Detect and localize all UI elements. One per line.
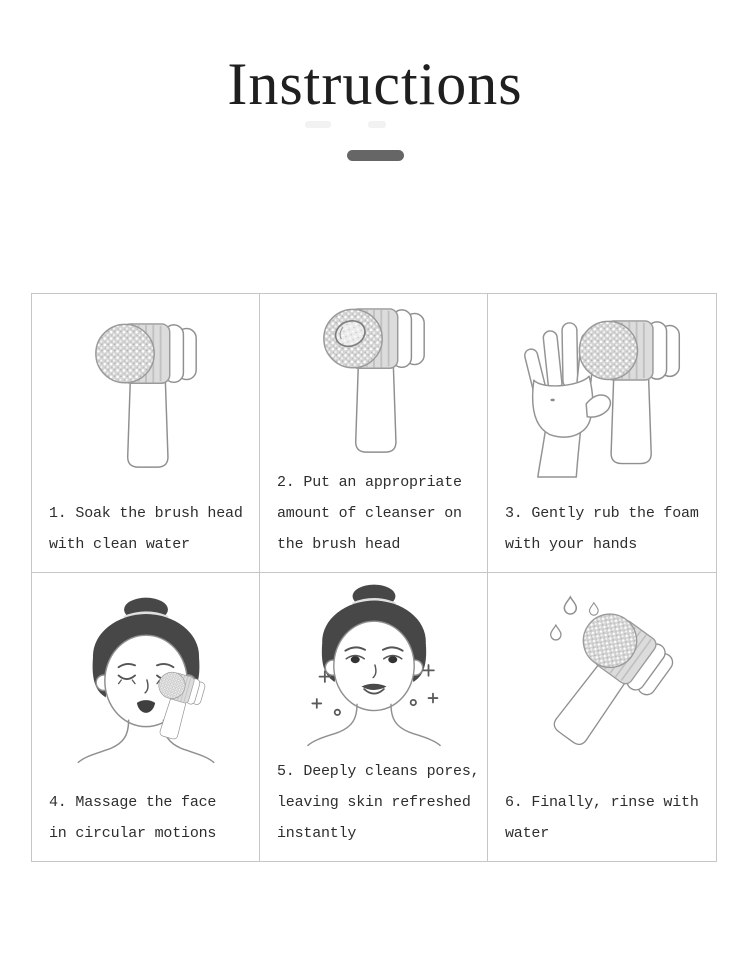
instructions-grid bbox=[31, 293, 717, 862]
step-text-line: the brush head bbox=[277, 536, 401, 553]
watermark-smudge bbox=[368, 121, 386, 128]
step-cell-3 bbox=[488, 294, 716, 573]
step-6-figure bbox=[488, 573, 716, 787]
step-text-line: leaving skin refreshed bbox=[277, 794, 471, 811]
face-massage-illustration bbox=[68, 594, 224, 766]
step-text-line: 6. Finally, rinse with bbox=[505, 794, 699, 811]
step-3-figure bbox=[488, 294, 716, 498]
step-4-figure bbox=[32, 573, 259, 787]
step-1-figure bbox=[32, 294, 259, 498]
step-text-line: with your hands bbox=[505, 536, 638, 553]
cleansing-brush-icon bbox=[527, 603, 678, 763]
step-cell-6 bbox=[488, 573, 716, 861]
step-text-line: in circular motions bbox=[49, 825, 217, 842]
step-4-caption bbox=[32, 787, 259, 861]
step-5-caption bbox=[260, 756, 487, 861]
step-6-caption bbox=[488, 787, 716, 861]
cleansing-brush-icon bbox=[95, 324, 195, 467]
step-text-line: with clean water bbox=[49, 536, 190, 553]
step-text-line: instantly bbox=[277, 825, 357, 842]
page-title: Instructions bbox=[227, 51, 523, 117]
cleansing-brush-icon bbox=[579, 321, 679, 464]
hand-rub-foam-illustration bbox=[523, 313, 681, 479]
step-text-line: 5. Deeply cleans pores, bbox=[277, 763, 480, 780]
step-text-line: amount of cleanser on bbox=[277, 505, 462, 522]
step-2-caption bbox=[260, 467, 487, 572]
step-1-caption bbox=[32, 498, 259, 572]
watermark-smudge bbox=[305, 121, 331, 128]
woman-face-icon bbox=[307, 584, 439, 745]
step-text-line: 1. Soak the brush head bbox=[49, 505, 243, 522]
step-text-line: 4. Massage the face bbox=[49, 794, 217, 811]
title-underline-dash bbox=[347, 150, 404, 161]
step-cell-5 bbox=[260, 573, 488, 861]
clean-face-sparkle-illustration bbox=[298, 581, 450, 749]
brush-head-cleanser-illustration bbox=[322, 306, 426, 456]
step-cell-4 bbox=[32, 573, 260, 861]
brush-rinse-illustration bbox=[525, 594, 679, 766]
brush-head-soak-illustration bbox=[94, 321, 198, 471]
step-cell-2 bbox=[260, 294, 488, 573]
step-2-figure bbox=[260, 294, 487, 467]
step-5-figure bbox=[260, 573, 487, 756]
step-text-line: 3. Gently rub the foam bbox=[505, 505, 699, 522]
step-text-line: water bbox=[505, 825, 550, 842]
step-text-line: 2. Put an appropriate bbox=[277, 474, 462, 491]
step-cell-1 bbox=[32, 294, 260, 573]
step-3-caption bbox=[488, 498, 716, 572]
